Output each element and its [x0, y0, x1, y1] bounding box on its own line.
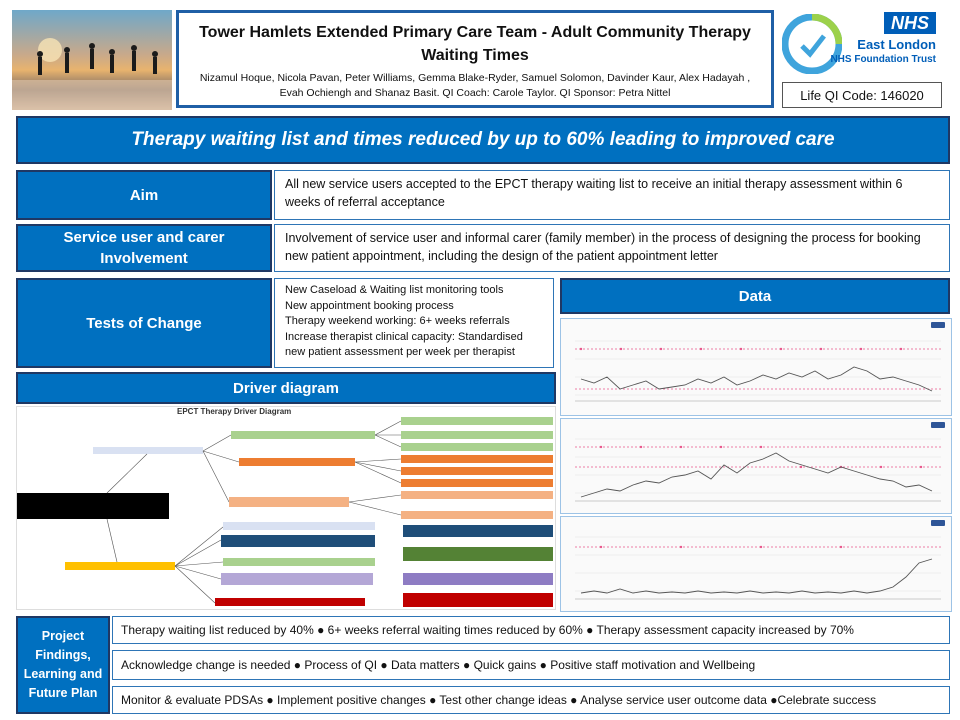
chart-panel-3: [560, 516, 952, 612]
findings-row: Therapy waiting list reduced by 40% ● 6+ weeks referral waiting times reduced by 60% ● Therapy assessment capacity increased by 70%: [112, 616, 950, 644]
chart-panel-1: [560, 318, 952, 416]
run-chart-3: [561, 517, 953, 613]
poster-title: Tower Hamlets Extended Primary Care Team - Adult Community Therapy Waiting Times: [199, 24, 751, 64]
trust-name: East London NHS Foundation Trust: [830, 37, 936, 65]
tests-item: Increase therapist clinical capacity: Standardised new patient assessment per week per therapist: [285, 330, 523, 358]
tests-item: New Caseload & Waiting list monitoring tools: [285, 284, 504, 296]
tests-label: Tests of Change: [16, 278, 272, 368]
qi-code: Life QI Code: 146020: [782, 82, 942, 108]
run-chart-1: [561, 319, 953, 417]
findings-label: Project Findings, Learning and Future Plan: [16, 616, 110, 714]
future-plan-row: Monitor & evaluate PDSAs ● Implement positive changes ● Test other change ideas ● Analyse service user outcome data ●Celebrate success: [112, 686, 950, 714]
chart-panel-2: [560, 418, 952, 514]
involvement-label: Service user and carer Involvement: [16, 224, 272, 272]
authors: Nizamul Hoque, Nicola Pavan, Peter Williams, Gemma Blake-Ryder, Samuel Solomon, Davinder Kaur, Alex Hadayah , Evah Ochiengh and Shanaz Basit. QI Coach: Carole Taylor. QI Sponsor: Petra Nittel: [199, 72, 751, 99]
involvement-text: Involvement of service user and informal carer (family member) in the process of designing the process for booking new patient appointment, including the design of the patient appointment letter: [274, 224, 950, 272]
tests-item: New appointment booking process: [285, 299, 454, 312]
nhs-logo: NHS: [884, 12, 936, 34]
driver-diagram: [16, 406, 556, 610]
run-chart-2: [561, 419, 953, 515]
learning-row: Acknowledge change is needed ● Process of QI ● Data matters ● Quick gains ● Positive staff motivation and Wellbeing: [112, 650, 950, 680]
tests-list: [274, 278, 554, 368]
aim-text: All new service users accepted to the EPCT therapy waiting list to receive an initial therapy assessment within 6 weeks of referral acceptance: [274, 170, 950, 220]
title-box: [176, 10, 774, 108]
aim-label: Aim: [16, 170, 272, 220]
data-label: Data: [560, 278, 950, 314]
driver-label: Driver diagram: [16, 372, 556, 404]
headline: Therapy waiting list and times reduced by up to 60% leading to improved care: [16, 116, 950, 164]
driver-diagram-graphic: [17, 407, 557, 611]
header-photo: [12, 10, 172, 110]
logo-area: [782, 12, 952, 82]
driver-diagram-title: EPCT Therapy Driver Diagram: [177, 407, 292, 416]
tests-item: Therapy weekend working: 6+ weeks referrals: [285, 315, 510, 327]
